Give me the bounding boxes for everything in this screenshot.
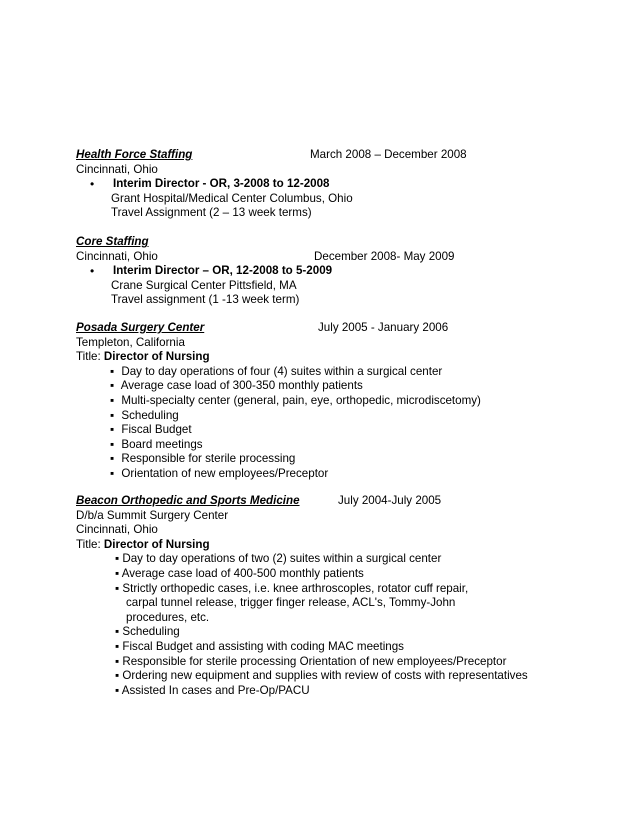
square-bullet-icon: ▪ [115,654,120,668]
square-bullet-icon: ▪ [110,379,115,393]
job-header [76,148,616,163]
duty-text: Scheduling [121,408,179,422]
job-title: Director of Nursing [103,350,210,364]
square-bullet-icon: ▪ [115,625,120,639]
duty-text: Fiscal Budget [121,423,192,437]
square-bullet-icon: ▪ [110,393,115,407]
duty-item [76,552,616,567]
duty-text: Responsible for sterile processing [121,452,296,466]
job-location: Templeton, California [76,335,185,349]
job-dates: July 2005 - January 2006 [318,321,449,334]
job-dates: December 2008- May 2009 [314,249,455,263]
job-title-line [76,538,616,553]
duty-text: Orientation of new employees/Preceptor [121,466,329,480]
job-dates: July 2004-July 2005 [338,494,442,507]
duty-item [76,567,616,582]
job-header [76,321,616,336]
duty-item [76,379,616,394]
duty-item [76,684,616,699]
job-location-row [76,250,616,265]
duty-item [76,365,616,380]
duty-item [76,423,616,438]
square-bullet-icon: ▪ [115,669,120,683]
duty-item [76,438,616,453]
duty-text: Day to day operations of two (2) suites within a surgical center [122,552,442,566]
job-location: Cincinnati, Ohio [76,523,158,537]
duty-text: Board meetings [121,437,203,451]
job-dba: D/b/a Summit Surgery Center [76,508,229,522]
job-beacon [76,494,616,698]
role-title: Interim Director – OR, 12-2008 to 5-2009 [113,264,333,278]
square-bullet-icon: ▪ [115,566,120,580]
square-bullet-icon: ▪ [110,437,115,451]
assignment-detail: Travel Assignment (2 – 13 week terms) [111,206,312,220]
duty-text: Average case load of 400-500 monthly patients [121,566,364,580]
duty-item [76,409,616,424]
duty-text: Fiscal Budget and assisting with coding MAC meetings [122,639,404,653]
duty-text: Responsible for sterile processing Orientation of new employees/Preceptor [122,654,507,668]
square-bullet-icon: ▪ [115,683,120,697]
duty-continuation: procedures, etc. [126,610,210,624]
square-bullet-icon: ▪ [110,364,115,378]
role-line [76,177,616,192]
assignment-detail: Travel assignment (1 -13 week term) [111,293,300,307]
duty-item [76,669,616,684]
employer-name: Posada Surgery Center [76,321,205,334]
job-location: Cincinnati, Ohio [76,162,158,176]
role-line [76,264,616,279]
employer-name: Health Force Staffing [76,148,193,161]
duty-text: Average case load of 300-350 monthly patients [120,379,363,393]
job-health-force [76,148,616,221]
job-core-staffing [76,235,616,308]
duties-list [76,552,616,698]
duty-item [76,640,616,655]
job-title-line [76,350,616,365]
job-dates: March 2008 – December 2008 [310,148,467,161]
duty-item [76,625,616,640]
duty-text: Scheduling [122,625,180,639]
assignment-detail: Grant Hospital/Medical Center Columbus, Ohio [111,191,353,205]
duty-text: Strictly orthopedic cases, i.e. knee arthroscoples, rotator cuff repair, [122,581,469,595]
square-bullet-icon: ▪ [110,423,115,437]
bullet-icon: • [90,177,95,192]
duty-text: Day to day operations of four (4) suites within a surgical center [121,364,443,378]
job-location: Cincinnati, Ohio [76,249,158,263]
duty-item [76,655,616,670]
duty-continuation: carpal tunnel release, trigger finger release, ACL's, Tommy-John [126,596,456,610]
employer-name: Beacon Orthopedic and Sports Medicine [76,494,300,507]
duty-text: Assisted In cases and Pre-Op/PACU [121,683,310,697]
square-bullet-icon: ▪ [115,552,120,566]
duty-item [76,582,616,597]
duty-item [76,467,616,482]
employer-name: Core Staffing [76,235,149,248]
bullet-icon: • [90,264,95,279]
job-header [76,494,616,509]
duty-item [76,452,616,467]
job-title: Director of Nursing [103,537,210,551]
duty-text: Multi-specialty center (general, pain, eye, orthopedic, microdiscetomy) [121,393,481,407]
role-title: Interim Director - OR, 3-2008 to 12-2008 [113,177,330,191]
assignment-detail: Crane Surgical Center Pittsfield, MA [111,278,297,292]
square-bullet-icon: ▪ [115,639,120,653]
duties-list [76,365,616,482]
job-header [76,235,616,250]
square-bullet-icon: ▪ [115,581,120,595]
square-bullet-icon: ▪ [110,452,115,466]
title-label: Title: [76,350,104,364]
job-posada [76,321,616,482]
title-label: Title: [76,537,104,551]
duty-item [76,394,616,409]
square-bullet-icon: ▪ [110,408,115,422]
duty-text: Ordering new equipment and supplies with review of costs with representatives [122,669,528,683]
square-bullet-icon: ▪ [110,466,115,480]
